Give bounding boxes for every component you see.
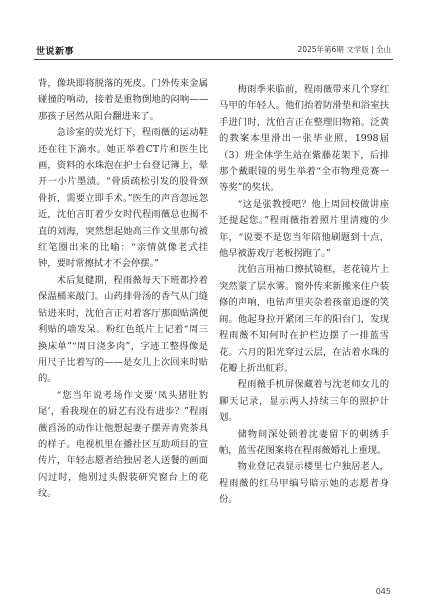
- paragraph: 物业登记表显示楼里七户独居老人，程雨薇的红马甲编号暗示她的志愿者身份。: [219, 461, 389, 506]
- paragraph: “这是张教授吧？他上周回校做讲座还提起您。”程雨薇指着照片里清瘦的少年，“说要不是您当年陪他刷题到十点，他早被游戏厅老板拐跑了。”: [219, 198, 389, 260]
- page-number: 045: [375, 587, 391, 596]
- issue-info: 2025年第6期 文学版 | 全山: [297, 45, 391, 54]
- paragraph: 储物间深处锁着沈妻留下的刺绣手帕，蓝雪花图案将在程雨薇婚礼上重现。: [219, 428, 389, 456]
- paragraph: 急诊室的荧光灯下，程雨薇的运动鞋还在往下滴水。她正举着CT片和医生比画，资料的水珠泡在护士台登记簿上，晕开一小片墨渍。“骨质疏松引发的股骨颈骨折，需要立即手术。”医生的声音忽远忽近，沈伯言盯着少女时代程雨薇总也揭不直的刘海，突然想起她高三作文里那句被红笔圈出来的比喻：“亲情就像老式挂钟，要时常擦拭才不会停摆。”: [38, 127, 208, 270]
- paragraph: 梅雨季来临前，程雨薇带来几个穿红马甲的年轻人。他们抬着防滑垫和浴室扶手进门时，沈伯言正在整理旧物箱。泛黄的教案本里滑出一张毕业照，1998届（3）班全体学生站在紫藤花架下，后排那个戴眼镜的男生举着“全市物理竞赛一等奖”的奖状。: [219, 84, 389, 194]
- paragraph: 沈伯言用袖口擦拭镜框，老花镜片上突然蒙了层水雾。窗外传来新搬来住户装修的声响，电钻声里夹杂着孩童追逐的笑闹。他起身拉开紧闭三年的阳台门，发现程雨薇不知何时在护栏边摆了一排蓝雪花。六月的阳光穿过云层，在沾着水珠的花瓣上折出虹彩。: [219, 264, 389, 374]
- paragraph: 程雨薇手机屏保藏着与沈老师女儿的聊天记录，显示两人持续三年的照护计划。: [219, 379, 389, 424]
- paragraph: “您当年说考场作文要‘凤头猪肚豹尾’，看我现在的厨艺有没有进步？”程雨薇舀汤的动作让他想起妻子摆弄青瓷茶具的样子。电视机里在播社区互助项目的宣传片，年轻志愿者给独居老人送餐的画面闪过时，他别过头假装研究窗台上的花纹。: [38, 389, 208, 500]
- paragraph: 术后复健期，程雨薇每天下班都拎着保温桶来敲门。山药排骨汤的香气从门缝钻进来时，沈伯言正对着客厅那面贴满便利贴的墙发呆。粉红色纸片上记着“周三换床单”“周日浇多肉”，字迹工整得像是用尺子比着写的——是女儿上次回来时贴的。: [38, 274, 208, 385]
- header-divider: [34, 59, 393, 60]
- left-column: [38, 76, 208, 503]
- paragraph: 背，像块即将脱落的死皮。门外传来金属碰撞的响动，接着是重物倒地的闷响——那孩子居然从阳台翻进来了。: [38, 78, 208, 122]
- right-column: [219, 82, 389, 509]
- section-title: 世说新事: [36, 47, 75, 57]
